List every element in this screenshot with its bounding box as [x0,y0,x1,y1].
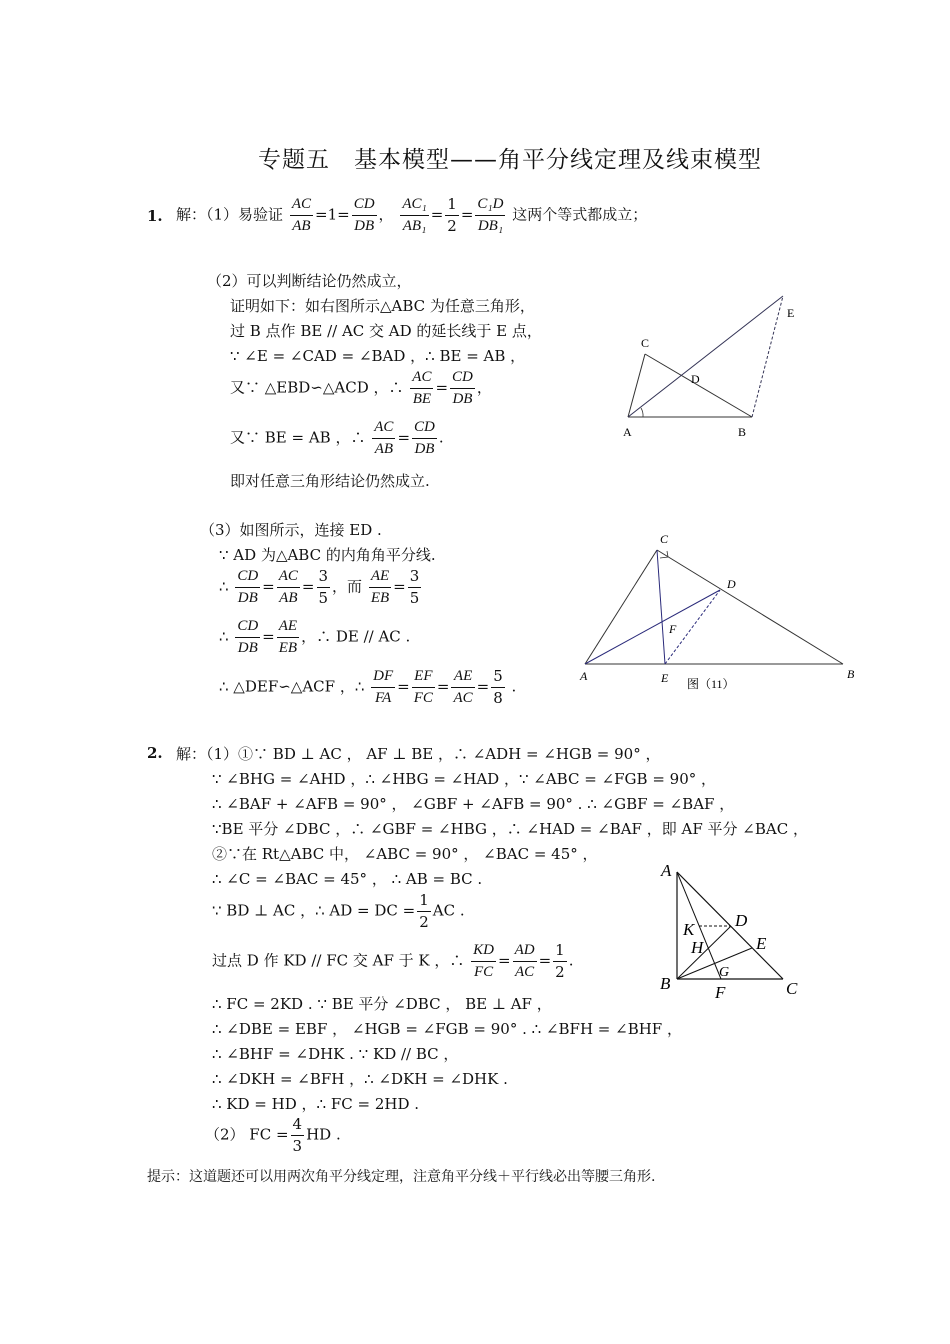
comma: ， [378,205,394,224]
p2-line4: ∵BE 平分 ∠DBC ，∴ ∠GBF = ∠HBG ，∴ ∠HAD = ∠BAF ，即 AF 平分 ∠BAC ， [212,820,808,838]
label-c: C [641,336,650,350]
label-b: B [660,974,671,993]
p1-part2-line2: 证明如下：如右图所示△ABC 为任意三角形， [230,297,535,315]
fraction: $\frac{CD}{DB}$ [237,618,259,656]
segment-cb [657,550,843,664]
fraction: $\frac{5}{8}$ [493,667,503,707]
label-g: G [719,965,730,980]
label-e: E [787,306,795,320]
segment-ad [585,590,720,664]
figure-11 [575,530,865,695]
fraction: $\frac{\text{AC₁}}{\text{AB₁}}$ [402,196,427,234]
p2-line1: 解：（1）①∵ BD ⊥ AC ， AF ⊥ BE ，∴ ∠ADH = ∠HGB = 90° ， [176,745,661,763]
fraction: $\frac{CD}{DB}$ [353,196,375,234]
p1-part2-line4: ∵ ∠E = ∠CAD = ∠BAD ，∴ BE = AB ， [230,347,526,365]
p2-line8: 过点 D 作 KD // FC 交 AF 于 K ，∴ $\frac{KD}{FC}$ = $\frac{AD}{AC}$ = $\frac{1}{2}$ . [212,941,574,981]
fraction: $\frac{KD}{FC}$ [473,942,495,980]
fraction: $\frac{DF}{FA}$ [373,668,394,706]
label-f: F [669,622,677,636]
angle-mark [641,408,643,417]
figure-caption: 图（11） [687,677,735,691]
label-d: D [691,372,700,386]
fraction: $\frac{3}{5}$ [318,567,329,607]
p2-line3: ∴ ∠BAF + ∠AFB = 90° ， ∠GBF + ∠AFB = 90° . ∴ ∠GBF = ∠BAF ， [212,795,735,813]
label-d: D [735,911,748,930]
fraction: $\frac{CD}{DB}$ [237,568,259,606]
p1-part3-line5: ∴ △DEF∽△ACF ，∴ $\frac{DF}{FA}$ = $\frac{EF}{FC}$ = $\frac{AE}{AC}$ = $\frac{5}{8}$ . [219,667,517,707]
problem-2-number: 2. [147,744,163,762]
fraction: $\frac{EF}{FC}$ [413,668,433,706]
equals-one: =1= [315,205,350,224]
figure-triangle-abce [615,290,815,440]
label-e: E [756,934,767,953]
fraction: $\frac{3}{5}$ [409,567,420,607]
p1-part2-line7: 即对任意三角形结论仍然成立. [230,472,430,490]
segment-ae [628,296,783,417]
label-a: A [661,861,672,880]
label-k: K [683,920,695,939]
p2-line14: （2） FC = $\frac{4}{3}$ HD . [205,1115,341,1155]
p1-part1-line: 解：（1）易验证 $\frac{AC}{AB}$ =1= $\frac{CD}{DB}$ ， $\frac{\text{AC₁}}{\text{AB₁}}$ = $\frac{1}{2}$ = $\frac{\text{C₁D}}{\text{DB₁}}$ 这两个等式都成立； [176,195,648,235]
p2-line13: ∴ KD = HD ，∴ FC = 2HD . [212,1095,420,1113]
p2-line11: ∴ ∠BHF = ∠DHK . ∵ KD // BC ， [212,1045,459,1063]
fraction: $\frac{AC}{AB}$ [374,419,394,457]
page-title: 专题五 基本模型——角平分线定理及线束模型 [258,147,762,173]
segment-be-dashed [752,296,783,417]
hint-text: 提示：这道题还可以用两次角平分线定理，注意角平分线＋平行线必出等腰三角形. [147,1169,656,1185]
p1-part2-line5: 又∵ △EBD∽△ACD ，∴ $\frac{AC}{BE}$ = $\frac{CD}{DB}$ ， [230,367,492,410]
fraction: $\frac{AC}{AB}$ [278,568,298,606]
segment-ac [585,550,657,664]
label-c: C [660,532,669,546]
p2-line2: ∵ ∠BHG = ∠AHD ，∴ ∠HBG = ∠HAD ，∵ ∠ABC = ∠FGB = 90° ， [212,770,717,788]
p1-part3-line4: ∴ $\frac{CD}{DB}$ = $\frac{AE}{EB}$ ，∴ DE // AC . [219,616,410,659]
fraction: $\frac{AC}{BE}$ [412,369,432,407]
label-b: B [738,425,747,439]
fraction: $\frac{4}{3}$ [292,1115,303,1155]
label-f: F [715,983,726,1002]
label-h: H [691,938,704,957]
p1-part2-line6: 又∵ BE = AB ，∴ $\frac{AC}{AB}$ = $\frac{CD}{DB}$ . [230,417,444,460]
label-a: A [623,425,632,439]
fraction: $\frac{CD}{DB}$ [452,369,473,407]
segment-ac [628,354,645,417]
fraction: $\frac{AC}{AB}$ [291,196,311,234]
p1-intro: 解：（1）易验证 [176,205,284,224]
label-b: B [847,667,855,681]
problem-1-number: 1. [147,207,163,225]
segment-ce [657,550,665,664]
p2-line5: ②∵在 Rt△ABC 中， ∠ABC = 90° ， ∠BAC = 45° ， [212,845,598,863]
p2-line9: ∴ FC = 2KD . ∵ BE 平分 ∠DBC ， BE ⊥ AF ， [212,995,552,1013]
figure-right-triangle [655,858,805,1003]
p1-part2-line1: （2）可以判断结论仍然成立， [207,272,412,290]
fraction: $\frac{AE}{AC}$ [453,668,473,706]
fraction: $\frac{CD}{DB}$ [414,419,435,457]
p2-line6: ∴ ∠C = ∠BAC = 45° ， ∴ AB = BC . [212,870,483,888]
fraction: $\frac{\text{C₁D}}{\text{DB₁}}$ [477,196,504,234]
label-d: D [727,577,736,591]
fraction: $\frac{AD}{AC}$ [514,942,535,980]
fraction: $\frac{AE}{EB}$ [370,568,390,606]
p2-line12: ∴ ∠DKH = ∠BFH ，∴ ∠DKH = ∠DHK . [212,1070,508,1088]
label-a: A [580,669,588,683]
fraction: $\frac{1}{2}$ [419,891,429,931]
p2-line10: ∴ ∠DBE = EBF ， ∠HGB = ∠FGB = 90° . ∴ ∠BFH = ∠BHF ， [212,1020,682,1038]
fraction: $\frac{AE}{EB}$ [278,618,298,656]
fraction: $\frac{1}{2}$ [447,195,457,235]
p1-part3-line1: （3）如图所示，连接 ED . [200,521,382,539]
p1-tail: 这两个等式都成立； [512,205,648,224]
label-e: E [661,671,669,685]
p1-part3-line2: ∵ AD 为△ABC 的内角角平分线. [219,546,436,564]
fraction: $\frac{1}{2}$ [555,941,565,981]
p2-line7: ∵ BD ⊥ AC ，∴ AD = DC = $\frac{1}{2}$ AC . [212,891,465,931]
p1-part2-line3: 过 B 点作 BE // AC 交 AD 的延长线于 E 点， [230,322,542,340]
p1-part3-line3: ∴ $\frac{CD}{DB}$ = $\frac{AC}{AB}$ = $\frac{3}{5}$ ，而 $\frac{AE}{EB}$ = $\frac{3}{5}$ [219,567,420,607]
label-c: C [786,979,798,998]
